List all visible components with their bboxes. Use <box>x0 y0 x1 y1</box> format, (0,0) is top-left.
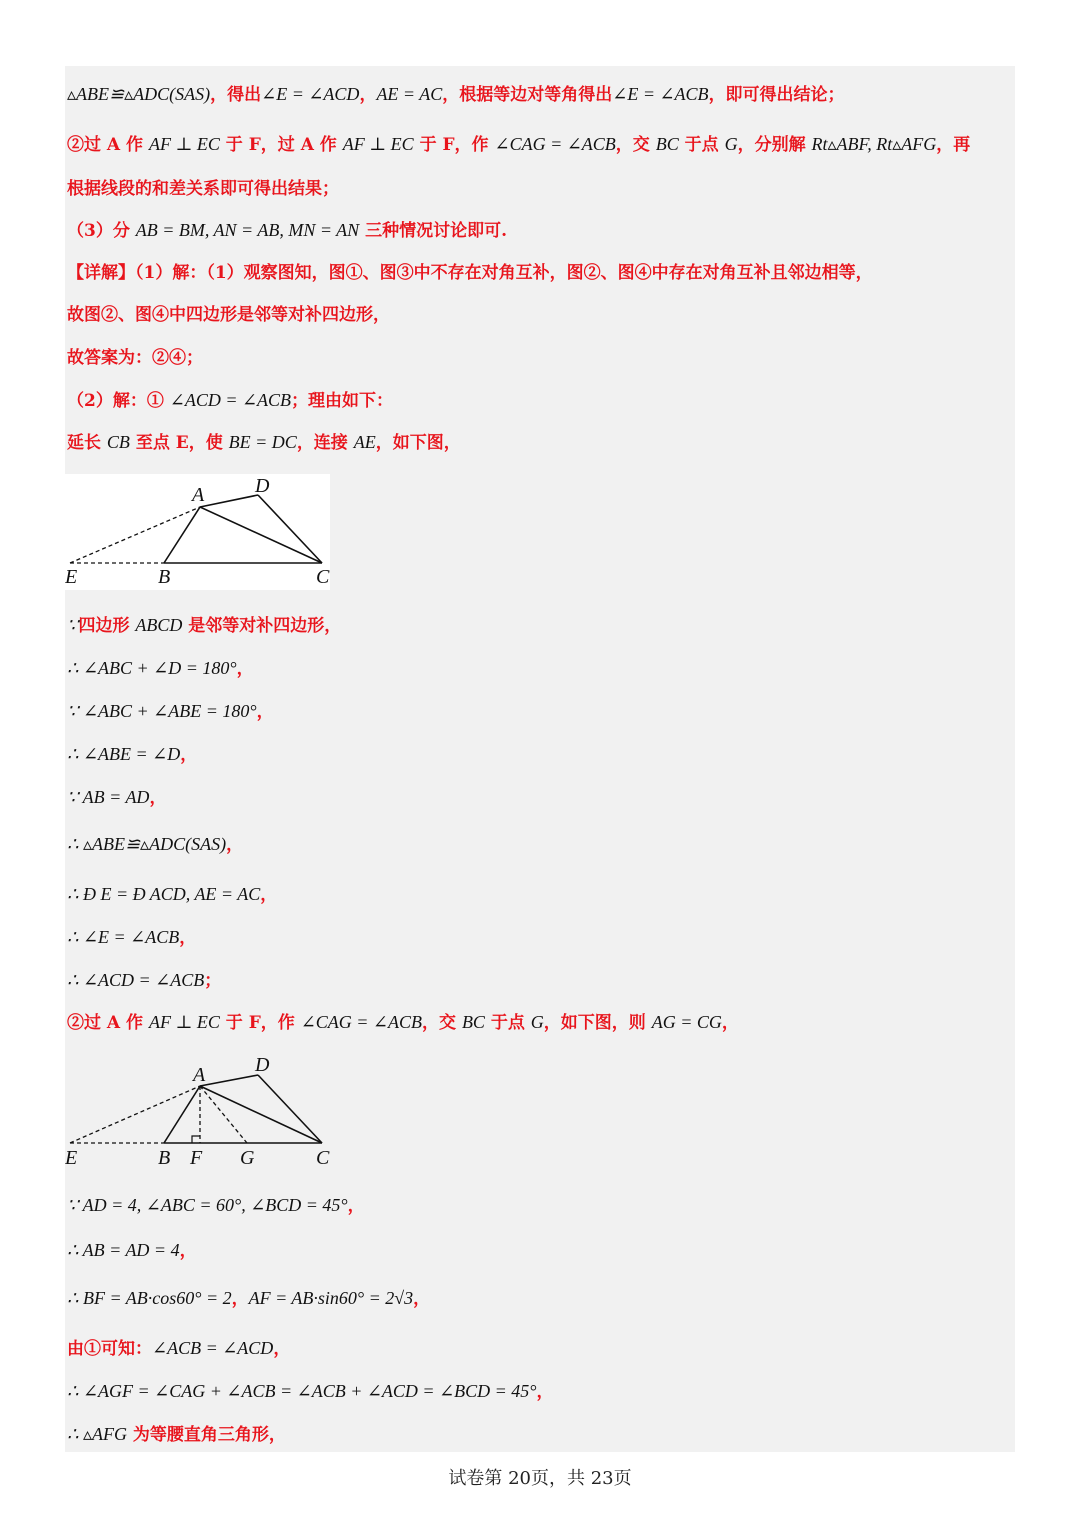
text-line-17 <box>67 923 196 948</box>
text-fragment: （2）解：① <box>67 391 170 411</box>
text-fragment: ②过 A 作 <box>67 135 149 155</box>
label-G: G <box>240 1147 255 1169</box>
text-fragment: ， <box>236 659 254 679</box>
figure-2-svg <box>65 1052 330 1172</box>
text-fragment: ，交 <box>615 135 656 155</box>
figure-1-svg <box>65 474 330 590</box>
math-fragment: G <box>530 1012 544 1032</box>
text-line-10 <box>67 611 341 636</box>
text-line-9 <box>67 428 461 453</box>
seg-AD <box>200 1075 258 1086</box>
text-line-24 <box>67 1377 554 1402</box>
text-fragment: ，连接 <box>296 433 354 453</box>
text-line-7 <box>67 343 203 368</box>
right-angle-mark <box>192 1136 200 1143</box>
math-fragment: ∴ Ð E = Ð ACD, AE = AC <box>67 884 261 904</box>
text-fragment: 由①可知： <box>67 1339 152 1359</box>
text-fragment: 三种情况讨论即可. <box>359 221 508 241</box>
text-fragment: ，交 <box>422 1013 462 1033</box>
text-fragment: ， <box>413 1289 431 1309</box>
text-line-20 <box>67 1191 365 1216</box>
seg-AD <box>200 495 258 507</box>
math-fragment: ∴ ∠AGF = ∠CAG + ∠ACB = ∠ACB + ∠ACD = ∠BCD = 45° <box>67 1381 537 1401</box>
text-fragment: 延长 <box>67 433 107 453</box>
text-line-6 <box>67 300 390 325</box>
math-fragment: AE = AC <box>376 84 443 104</box>
text-fragment: 是邻等对补四边形， <box>182 616 342 636</box>
text-fragment: 故图②、图④中四边形是邻等对补四边形， <box>67 305 390 325</box>
label-E: E <box>65 1147 78 1169</box>
seg-AG <box>200 1086 247 1143</box>
text-fragment: ，如下图， <box>375 433 461 453</box>
text-fragment: 于 F，过 A 作 <box>219 135 343 155</box>
text-fragment: ， <box>180 745 198 765</box>
math-fragment: ∴ ∠E = ∠ACB <box>67 927 180 947</box>
label-D: D <box>255 475 270 497</box>
text-fragment: ， <box>256 702 274 722</box>
math-fragment: ∴ BF = AB·cos60° = 2 <box>67 1288 232 1308</box>
text-fragment: ， <box>359 85 377 105</box>
figure-1 <box>65 474 330 590</box>
text-line-11 <box>67 654 254 679</box>
label-A: A <box>192 484 205 506</box>
text-line-19 <box>67 1008 739 1033</box>
math-fragment: ∵ <box>67 615 79 635</box>
text-fragment: 【详解】（1）解：（1）观察图知，图①、图③中不存在对角互补，图②、图④中存在对角互补且邻边相等， <box>67 263 873 283</box>
text-line-14 <box>67 783 166 808</box>
math-fragment: ∵ AD = 4, ∠ABC = 60°, ∠BCD = 45° <box>67 1195 348 1215</box>
math-fragment: ∠CAG = ∠ACB <box>300 1012 423 1032</box>
text-fragment: 故答案为：②④； <box>67 348 203 368</box>
math-fragment: ▵ABE≌▵ADC(SAS) <box>67 84 211 104</box>
label-C: C <box>316 566 330 588</box>
math-fragment: AF ⊥ EC <box>148 134 220 154</box>
seg-EA <box>70 1086 200 1143</box>
text-fragment: ，即可得出结论； <box>708 85 845 105</box>
math-fragment: ∠ACD = ∠ACB <box>169 390 292 410</box>
seg-DC <box>258 495 322 563</box>
text-fragment: 至点 E，使 <box>129 433 229 453</box>
label-E: E <box>65 566 78 588</box>
math-fragment: BE = DC <box>228 432 297 452</box>
text-line-8 <box>67 386 393 411</box>
math-fragment: ∴ ∠ABE = ∠D <box>67 744 181 764</box>
math-fragment: AB = BM, AN = AB, MN = AN <box>135 220 360 240</box>
text-fragment: ，得出 <box>210 85 262 105</box>
label-A: A <box>193 1064 206 1086</box>
text-fragment: ， <box>149 788 167 808</box>
text-fragment: ，再 <box>936 135 971 155</box>
math-fragment: ∵ ∠ABC + ∠ABE = 180° <box>67 701 257 721</box>
text-line-22 <box>67 1284 430 1309</box>
text-line-4 <box>67 216 507 241</box>
text-fragment: 于 F，作 <box>413 135 495 155</box>
text-line-12 <box>67 697 274 722</box>
text-fragment: ， <box>179 928 197 948</box>
text-line-21 <box>67 1236 197 1261</box>
seg-EA <box>70 507 200 563</box>
figure-2 <box>65 1052 330 1172</box>
math-fragment: G <box>724 134 738 154</box>
label-C: C <box>316 1147 330 1169</box>
label-B: B <box>158 1147 171 1169</box>
math-fragment: BC <box>655 134 679 154</box>
math-fragment: Rt▵ABF, Rt▵AFG <box>811 134 937 154</box>
math-fragment: ∠CAG = ∠ACB <box>494 134 616 154</box>
label-B: B <box>158 566 171 588</box>
text-line-3 <box>67 174 339 199</box>
math-fragment: CB <box>106 432 130 452</box>
math-fragment: ∠E = ∠ACD <box>261 84 360 104</box>
text-fragment: 于点 <box>484 1013 531 1033</box>
text-line-23 <box>67 1334 290 1359</box>
text-fragment: ， <box>226 835 244 855</box>
math-fragment: ∴ ▵AFG <box>67 1424 127 1444</box>
math-fragment: ∴ ∠ACD = ∠ACB <box>67 970 205 990</box>
text-fragment: ， <box>273 1339 291 1359</box>
seg-AC <box>200 507 322 563</box>
text-fragment: ； <box>204 971 222 991</box>
text-fragment: ， <box>260 885 278 905</box>
text-fragment: ， <box>721 1013 739 1033</box>
label-D: D <box>255 1054 270 1076</box>
math-fragment: AG = CG <box>651 1012 722 1032</box>
text-line-5 <box>67 258 873 283</box>
math-fragment: ∴ ▵ABE≌▵ADC(SAS) <box>67 834 227 854</box>
text-fragment: ， <box>347 1196 365 1216</box>
text-fragment: （3）分 <box>67 221 136 241</box>
text-fragment: ，分别解 <box>737 135 812 155</box>
seg-AC <box>200 1086 322 1143</box>
text-fragment: 为等腰直角三角形， <box>126 1425 286 1445</box>
text-fragment: ②过 A 作 <box>67 1013 149 1033</box>
math-fragment: BC <box>461 1012 485 1032</box>
text-fragment: ；理由如下： <box>291 391 394 411</box>
text-line-25 <box>67 1420 286 1445</box>
math-fragment: ∴ ∠ABC + ∠D = 180° <box>67 658 237 678</box>
text-line-18 <box>67 966 221 991</box>
text-fragment: ， <box>231 1289 249 1309</box>
text-fragment: ，根据等边对等角得出 <box>442 85 613 105</box>
text-line-1 <box>67 80 845 105</box>
text-fragment: ， <box>536 1382 554 1402</box>
text-line-13 <box>67 740 197 765</box>
math-fragment: ∵ AB = AD <box>67 787 150 807</box>
math-fragment: ∴ AB = AD = 4 <box>67 1240 180 1260</box>
math-fragment: ∠E = ∠ACB <box>612 84 709 104</box>
math-fragment: AF ⊥ EC <box>148 1012 220 1032</box>
label-F: F <box>190 1147 203 1169</box>
text-fragment: 四边形 <box>78 616 136 636</box>
math-fragment: ∠ACB = ∠ACD <box>152 1338 274 1358</box>
math-fragment: AF = AB·sin60° = 2√3 <box>248 1288 414 1308</box>
text-fragment: 于点 <box>678 135 725 155</box>
text-line-15 <box>67 830 243 855</box>
text-line-2 <box>67 130 970 155</box>
text-fragment: ， <box>179 1241 197 1261</box>
math-fragment: AF ⊥ EC <box>342 134 414 154</box>
text-line-16 <box>67 880 277 905</box>
text-fragment: 根据线段的和差关系即可得出结果； <box>67 179 339 199</box>
page-footer: 试卷第 20页，共 23页 <box>448 1468 632 1489</box>
text-fragment: ，如下图，则 <box>543 1013 652 1033</box>
math-fragment: AE <box>353 432 376 452</box>
text-fragment: 于 F，作 <box>219 1013 301 1033</box>
seg-DC <box>258 1075 322 1143</box>
math-fragment: ABCD <box>135 615 183 635</box>
